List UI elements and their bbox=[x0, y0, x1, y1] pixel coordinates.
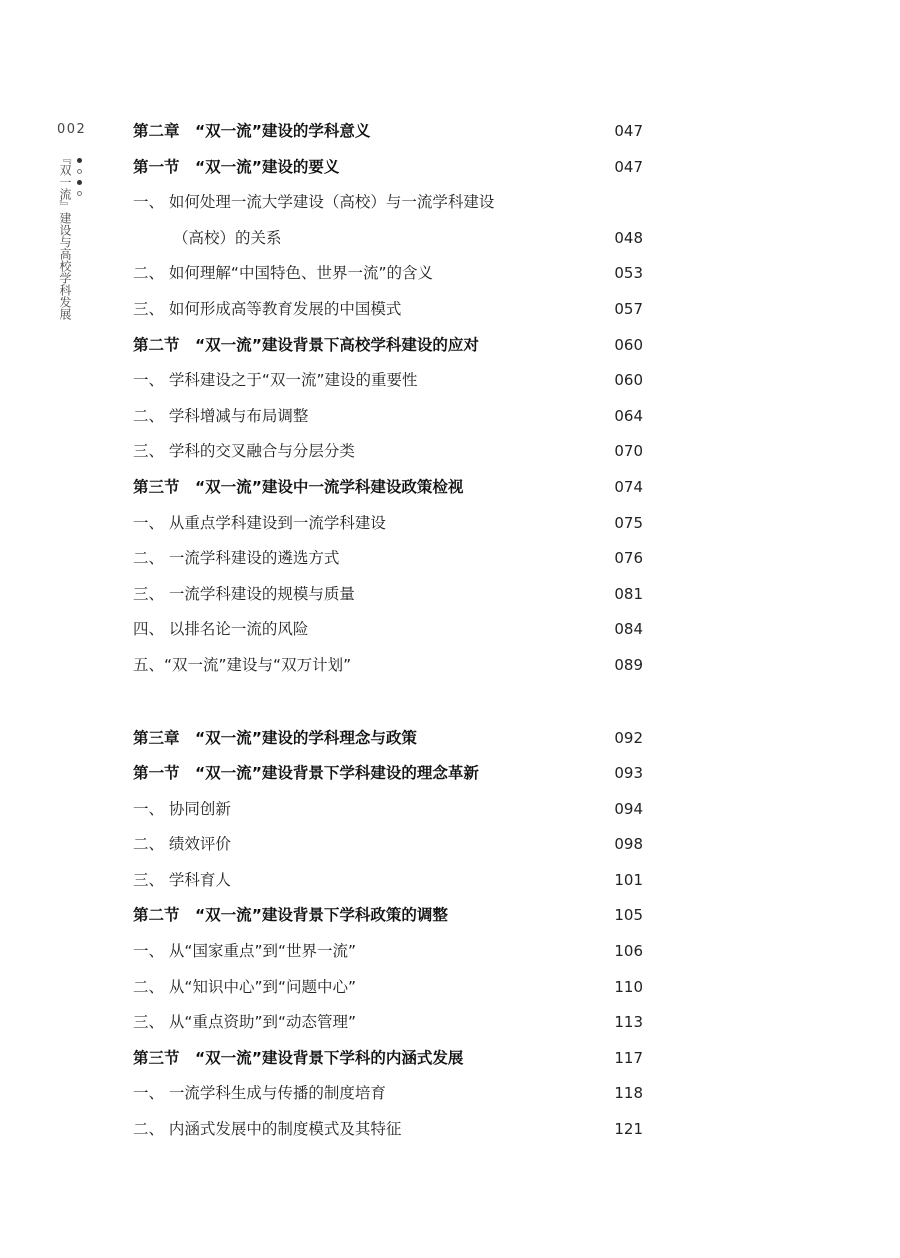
toc-item-row[interactable] bbox=[133, 506, 643, 542]
toc-item-row[interactable] bbox=[133, 221, 643, 257]
page-ref: 105 bbox=[614, 906, 643, 925]
toc-entry-title: （高校）的关系 bbox=[173, 228, 282, 247]
toc-item-row[interactable] bbox=[133, 648, 643, 684]
page-ref: 093 bbox=[614, 764, 643, 783]
page-ref: 047 bbox=[614, 122, 643, 140]
toc-section-row[interactable] bbox=[133, 150, 643, 186]
running-title: 『双一流』建设与高校学科发展 bbox=[58, 152, 72, 320]
toc-entry-title: 五、“双一流”建设与“双万计划” bbox=[133, 655, 352, 674]
toc-entry-title: 三、 一流学科建设的规模与质量 bbox=[133, 584, 355, 603]
toc-entry-title: 一、 从重点学科建设到一流学科建设 bbox=[133, 513, 386, 532]
page-ref: 101 bbox=[614, 870, 643, 889]
toc-item-row[interactable] bbox=[133, 792, 643, 828]
toc-entry-title: 第一节 “双一流”建设背景下学科建设的理念革新 bbox=[133, 764, 479, 783]
page-ref: 084 bbox=[614, 620, 643, 639]
toc-entry-title: 二、 一流学科建设的遴选方式 bbox=[133, 549, 340, 568]
page-ref: 048 bbox=[614, 228, 643, 247]
toc-entry-title: 二、 绩效评价 bbox=[133, 835, 231, 854]
page-ref: 076 bbox=[614, 549, 643, 568]
table-of-contents bbox=[133, 114, 643, 1148]
toc-entry-title: 第一节 “双一流”建设的要义 bbox=[133, 157, 340, 176]
toc-section-row[interactable] bbox=[133, 756, 643, 792]
toc-entry-title: 三、 学科的交叉融合与分层分类 bbox=[133, 442, 355, 461]
toc-section-row[interactable] bbox=[133, 898, 643, 934]
toc-entry-title: 一、 一流学科生成与传播的制度培育 bbox=[133, 1084, 386, 1103]
page-ref: 118 bbox=[614, 1084, 643, 1103]
page-ref: 092 bbox=[614, 728, 643, 747]
page-ref: 106 bbox=[614, 942, 643, 961]
toc-entry-title: 一、 协同创新 bbox=[133, 799, 231, 818]
toc-entry-title: 一、 如何处理一流大学建设（高校）与一流学科建设 bbox=[133, 193, 495, 212]
toc-item-row[interactable] bbox=[133, 541, 643, 577]
toc-entry-title: 四、 以排名论一流的风险 bbox=[133, 620, 309, 639]
toc-entry-title: 二、 如何理解“中国特色、世界一流”的含义 bbox=[133, 264, 433, 283]
toc-item-row[interactable] bbox=[133, 934, 643, 970]
toc-entry-title: 第三节 “双一流”建设背景下学科的内涵式发展 bbox=[133, 1048, 464, 1067]
toc-entry-title: 三、 如何形成高等教育发展的中国模式 bbox=[133, 299, 402, 318]
toc-item-row[interactable] bbox=[133, 1076, 643, 1112]
toc-item-row[interactable] bbox=[133, 612, 643, 648]
chapter-3-block bbox=[133, 721, 643, 1148]
page-number: 002 bbox=[57, 122, 87, 137]
toc-item-row[interactable] bbox=[133, 970, 643, 1006]
toc-item-row[interactable] bbox=[133, 399, 643, 435]
toc-item-row[interactable] bbox=[133, 363, 643, 399]
dot-icon bbox=[77, 169, 82, 174]
toc-item-row[interactable] bbox=[133, 1005, 643, 1041]
page-ref: 053 bbox=[614, 264, 643, 283]
toc-entry-title: 三、 学科育人 bbox=[133, 870, 231, 889]
dot-icon bbox=[77, 158, 82, 163]
toc-entry-title: 一、 学科建设之于“双一流”建设的重要性 bbox=[133, 371, 418, 390]
chapter-title: 第三章 “双一流”建设的学科理念与政策 bbox=[133, 728, 417, 747]
dot-icon bbox=[77, 191, 82, 196]
toc-item-row[interactable] bbox=[133, 827, 643, 863]
toc-entry-title: 第二节 “双一流”建设背景下高校学科建设的应对 bbox=[133, 335, 479, 354]
toc-item-row[interactable] bbox=[133, 577, 643, 613]
page-ref: 089 bbox=[614, 655, 643, 674]
toc-entry-title: 第二节 “双一流”建设背景下学科政策的调整 bbox=[133, 906, 448, 925]
chapter-3-heading[interactable] bbox=[133, 721, 643, 757]
toc-entry-title: 二、 从“知识中心”到“问题中心” bbox=[133, 977, 357, 996]
toc-item-row[interactable] bbox=[133, 434, 643, 470]
page-ref: 113 bbox=[614, 1013, 643, 1032]
page-ref: 060 bbox=[614, 335, 643, 354]
toc-entry-title: 第三节 “双一流”建设中一流学科建设政策检视 bbox=[133, 477, 464, 496]
toc-section-row[interactable] bbox=[133, 328, 643, 364]
chapter-2-heading[interactable] bbox=[133, 114, 643, 150]
page-ref: 070 bbox=[614, 442, 643, 461]
toc-entry-title: 一、 从“国家重点”到“世界一流” bbox=[133, 942, 357, 961]
toc-item-row[interactable] bbox=[133, 292, 643, 328]
chapter-title: 第二章 “双一流”建设的学科意义 bbox=[133, 122, 371, 140]
toc-section-row[interactable] bbox=[133, 1041, 643, 1077]
page-ref: 121 bbox=[614, 1120, 643, 1139]
toc-entry-title: 二、 学科增减与布局调整 bbox=[133, 406, 309, 425]
toc-item-row[interactable] bbox=[133, 863, 643, 899]
page-ref: 057 bbox=[614, 299, 643, 318]
decorative-dots bbox=[77, 158, 83, 202]
page-ref: 098 bbox=[614, 835, 643, 854]
page-ref: 047 bbox=[614, 157, 643, 176]
page-ref: 110 bbox=[614, 977, 643, 996]
page-ref: 064 bbox=[614, 406, 643, 425]
page-ref: 074 bbox=[614, 477, 643, 496]
toc-section-row[interactable] bbox=[133, 470, 643, 506]
page-ref: 075 bbox=[614, 513, 643, 532]
toc-entry-title: 三、 从“重点资助”到“动态管理” bbox=[133, 1013, 357, 1032]
chapter-2-block bbox=[133, 114, 643, 684]
page-ref: 117 bbox=[614, 1048, 643, 1067]
page-ref: 094 bbox=[614, 799, 643, 818]
dot-icon bbox=[77, 180, 82, 185]
toc-item-row[interactable] bbox=[133, 256, 643, 292]
page-ref: 060 bbox=[614, 371, 643, 390]
toc-item-row[interactable] bbox=[133, 1112, 643, 1148]
page-ref: 081 bbox=[614, 584, 643, 603]
toc-item-row[interactable] bbox=[133, 185, 643, 221]
chapter-gap bbox=[133, 684, 643, 721]
toc-entry-title: 二、 内涵式发展中的制度模式及其特征 bbox=[133, 1120, 402, 1139]
